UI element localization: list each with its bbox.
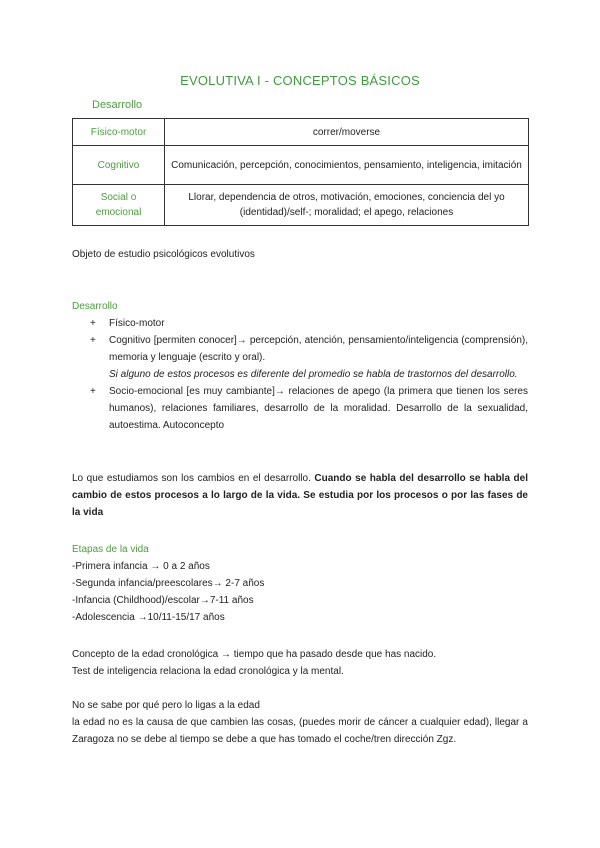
list-item: -Adolescencia →10/11-15/17 años (72, 612, 225, 623)
section-heading: Etapas de la vida (72, 544, 149, 555)
list-item: -Primera infancia → 0 a 2 años (72, 561, 210, 572)
table-row (73, 185, 529, 226)
list-item-text: Cognitivo [permiten conocer]→ percepción, atención, pensamiento/inteligencia (comprensión), memoria y lenguaje (escrito y oral). (109, 335, 528, 363)
list-item-note: Si alguno de estos procesos es diferente del promedio se habla de trastornos del desarrollo. (109, 369, 518, 380)
concept-line: Concepto de la edad cronológica → tiempo que ha pasado desde que has nacido. (72, 649, 437, 660)
changes-paragraph (72, 470, 528, 521)
list-item (72, 383, 528, 434)
stages-section (72, 541, 528, 626)
section-heading: Desarrollo (72, 301, 118, 312)
concept-paragraph (72, 646, 528, 680)
concept-line: Test de inteligencia relaciona la edad cronológica y la mental. (72, 666, 344, 677)
bullet-list (72, 315, 528, 434)
final-text: la edad no es la causa de que cambien las cosas, (puedes morir de cáncer a cualquier edad), llegar a Zaragoza no se debe al tiempo se debe a que has tomado el coche/tren dirección Zgz. (72, 717, 528, 745)
table-heading: Desarrollo (92, 99, 143, 111)
list-item: -Infancia (Childhood)/escolar→7-11 años (72, 595, 254, 606)
table-value-cell: correr/moverse (165, 119, 529, 146)
bullet-mark: + (90, 335, 96, 346)
table-row (73, 119, 529, 146)
list-item: -Segunda infancia/preescolares→ 2-7 años (72, 578, 265, 589)
list-item-text: Físico-motor (109, 318, 165, 329)
development-table (72, 118, 529, 226)
table-key-cell: Físico-motor (73, 119, 165, 146)
desarrollo-section (72, 298, 528, 434)
table-value-cell: Llorar, dependencia de otros, motivación, emociones, conciencia del yo (identidad)/self-; moralidad; el apego, relaciones (165, 185, 529, 226)
table-row (73, 146, 529, 185)
list-item-text: Socio-emocional [es muy cambiante]→ relaciones de apego (la primera que tienen los seres humanos), relaciones familiares, desarrollo de la moralidad. Desarrollo de la sexualidad, autoestima. Autoconcepto (109, 386, 528, 431)
page-title: EVOLUTIVA I - CONCEPTOS BÁSICOS (180, 73, 420, 88)
table-key-cell: Cognitivo (73, 146, 165, 185)
final-line: No se sabe por qué pero lo ligas a la edad (72, 700, 260, 711)
object-of-study-text: Objeto de estudio psicológicos evolutivos (72, 249, 255, 260)
bullet-mark: + (90, 318, 96, 329)
table-key-cell: Social o emocional (73, 185, 165, 226)
table-value-cell: Comunicación, percepción, conocimientos, pensamiento, inteligencia, imitación (165, 146, 529, 185)
changes-text: Lo que estudiamos son los cambios en el desarrollo. (72, 473, 311, 484)
bullet-mark: + (90, 386, 96, 397)
list-item (72, 315, 528, 332)
final-paragraph (72, 697, 528, 748)
list-item (72, 332, 528, 383)
changes-text-bold: Cuando se habla del desarrollo se habla del cambio de estos procesos a lo largo de la vida. Se estudia por los procesos o por las fases de la vida (72, 473, 528, 518)
